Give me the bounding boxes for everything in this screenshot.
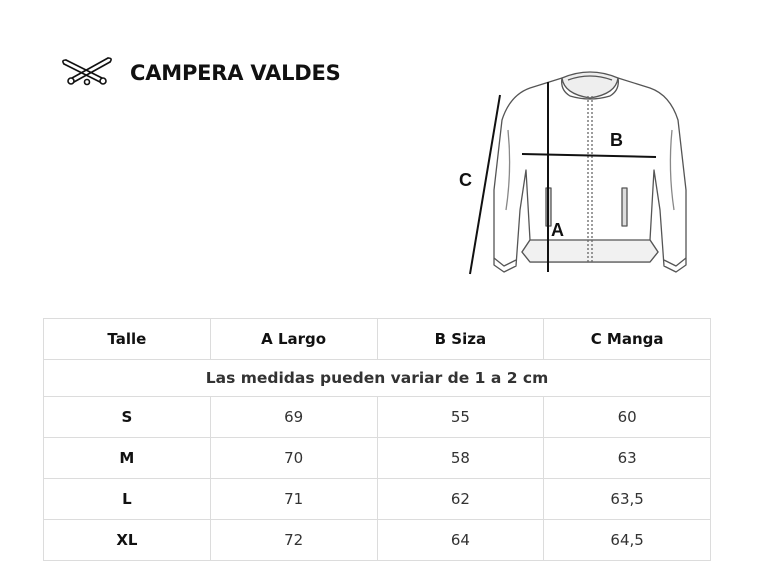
column-header: A Largo xyxy=(210,319,377,360)
table-cell: 55 xyxy=(377,397,544,438)
page-title: CAMPERA VALDES xyxy=(130,61,341,85)
table-cell: 64 xyxy=(377,520,544,561)
table-cell: 63,5 xyxy=(544,479,711,520)
safety-pins-icon xyxy=(60,54,114,92)
table-cell: 63 xyxy=(544,438,711,479)
table-cell: 60 xyxy=(544,397,711,438)
table-cell: 58 xyxy=(377,438,544,479)
size-cell: L xyxy=(44,479,211,520)
table-header-row xyxy=(44,319,711,360)
size-cell: XL xyxy=(44,520,211,561)
page-header xyxy=(60,54,341,92)
column-header: C Manga xyxy=(544,319,711,360)
column-header: B Siza xyxy=(377,319,544,360)
table-cell: 64,5 xyxy=(544,520,711,561)
measure-label-c: C xyxy=(459,170,472,190)
size-cell: M xyxy=(44,438,211,479)
table-caption: Las medidas pueden variar de 1 a 2 cm xyxy=(44,360,711,397)
table-cell: 71 xyxy=(210,479,377,520)
table-row xyxy=(44,520,711,561)
table-cell: 72 xyxy=(210,520,377,561)
table-cell: 62 xyxy=(377,479,544,520)
table-cell: 69 xyxy=(210,397,377,438)
measure-label-b: B xyxy=(610,130,623,150)
measure-label-a: A xyxy=(551,220,564,240)
size-chart-table xyxy=(43,318,711,561)
table-cell: 70 xyxy=(210,438,377,479)
table-row xyxy=(44,438,711,479)
size-cell: S xyxy=(44,397,211,438)
column-header: Talle xyxy=(44,319,211,360)
jacket-measurement-diagram xyxy=(450,60,700,285)
table-row xyxy=(44,479,711,520)
jacket-outline-icon xyxy=(494,72,686,272)
table-row xyxy=(44,397,711,438)
table-caption-row xyxy=(44,360,711,397)
